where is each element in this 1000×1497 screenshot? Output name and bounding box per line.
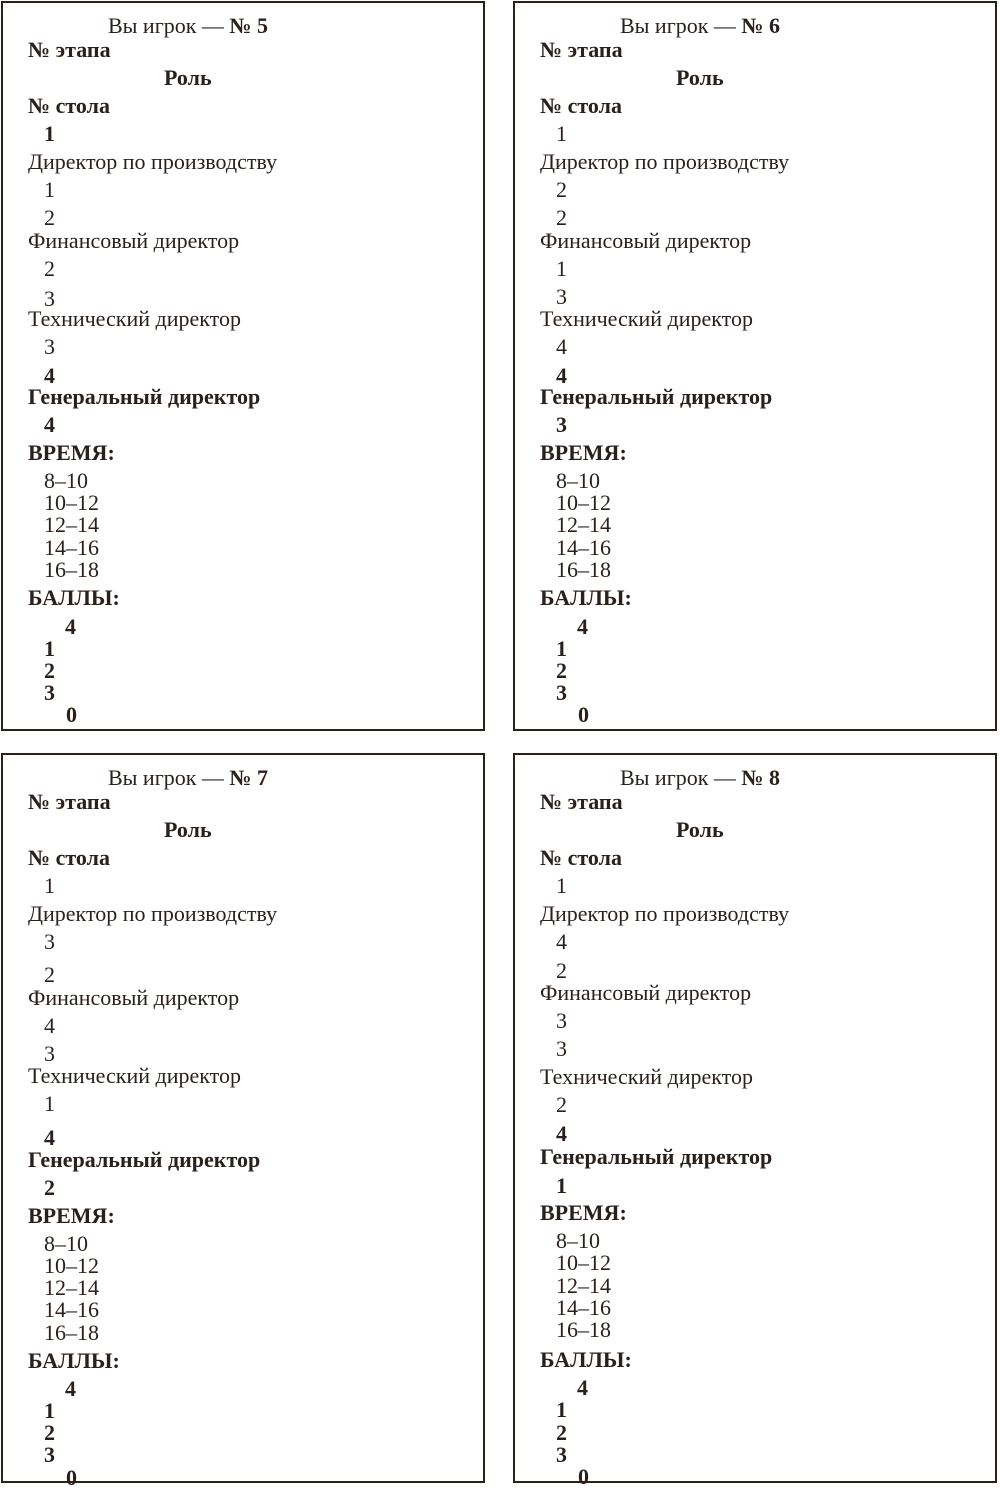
points-label: БАЛЛЫ: <box>28 585 120 610</box>
time-slot: 10–12 <box>44 490 99 515</box>
stage-number-4: 4 <box>44 1125 55 1150</box>
stage-label: № этапа <box>540 37 623 62</box>
time-slot: 10–12 <box>44 1253 99 1278</box>
points-value: 3 <box>44 1442 55 1467</box>
production-director-table: 2 <box>556 177 567 202</box>
time-slot: 12–14 <box>44 512 99 537</box>
time-slot: 16–18 <box>44 557 99 582</box>
general-director-table: 4 <box>44 412 55 437</box>
financial-director-table: 4 <box>44 1013 55 1038</box>
general-director-label: Генеральный директор <box>540 1144 773 1169</box>
points-value: 4 <box>577 614 588 639</box>
stage-label: № этапа <box>28 789 111 814</box>
points-value: 0 <box>66 702 77 727</box>
points-label: БАЛЛЫ: <box>540 585 632 610</box>
table-label: № стола <box>540 845 622 870</box>
time-slot: 12–14 <box>556 512 611 537</box>
technical-director-table: 2 <box>556 1092 567 1117</box>
points-value: 2 <box>556 1420 567 1445</box>
stage-number-2: 2 <box>556 205 567 230</box>
card-title <box>3 14 373 38</box>
points-value: 0 <box>578 1464 589 1489</box>
points-value: 2 <box>556 658 567 683</box>
title-prefix: Вы игрок — <box>107 765 230 790</box>
production-director-label: Директор по производству <box>28 149 278 174</box>
time-label: ВРЕМЯ: <box>28 440 115 465</box>
technical-director-label: Технический директор <box>540 306 753 331</box>
stage-number-1: 1 <box>556 873 567 898</box>
financial-director-label: Финансовый директор <box>540 228 752 253</box>
card-title <box>3 766 373 790</box>
points-value: 4 <box>65 614 76 639</box>
points-value: 2 <box>44 658 55 683</box>
player-card <box>513 753 997 1489</box>
technical-director-label: Технический директор <box>28 306 241 331</box>
points-value: 3 <box>556 680 567 705</box>
stage-number-4: 4 <box>556 363 567 388</box>
time-slot: 16–18 <box>556 1317 611 1342</box>
points-label: БАЛЛЫ: <box>540 1347 632 1372</box>
financial-director-table: 2 <box>44 256 55 281</box>
time-slot: 16–18 <box>556 557 611 582</box>
role-label: Роль <box>164 817 212 842</box>
stage-number-3: 3 <box>44 286 55 311</box>
production-director-table: 4 <box>556 929 567 954</box>
role-label: Роль <box>676 817 724 842</box>
player-number: № 7 <box>229 765 269 790</box>
time-label: ВРЕМЯ: <box>28 1203 115 1228</box>
general-director-table: 1 <box>556 1173 567 1198</box>
financial-director-table: 1 <box>556 256 567 281</box>
general-director-label: Генеральный директор <box>28 384 261 409</box>
points-value: 3 <box>556 1442 567 1467</box>
time-slot: 14–16 <box>556 535 611 560</box>
stage-number-2: 2 <box>44 205 55 230</box>
time-slot: 12–14 <box>556 1273 611 1298</box>
table-label: № стола <box>540 93 622 118</box>
player-number: № 8 <box>741 765 781 790</box>
title-prefix: Вы игрок — <box>619 765 742 790</box>
time-slot: 12–14 <box>44 1275 99 1300</box>
general-director-table: 2 <box>44 1175 55 1200</box>
general-director-label: Генеральный директор <box>28 1147 261 1172</box>
technical-director-table: 3 <box>44 334 55 359</box>
time-slot: 8–10 <box>556 468 600 493</box>
table-label: № стола <box>28 93 110 118</box>
time-slot: 14–16 <box>556 1295 611 1320</box>
time-slot: 8–10 <box>556 1228 600 1253</box>
card-title <box>515 14 885 38</box>
points-value: 1 <box>556 1397 567 1422</box>
technical-director-label: Технический директор <box>28 1063 241 1088</box>
stage-number-4: 4 <box>44 363 55 388</box>
time-slot: 10–12 <box>556 1250 611 1275</box>
production-director-table: 3 <box>44 929 55 954</box>
player-number: № 5 <box>229 13 269 38</box>
time-slot: 8–10 <box>44 1231 88 1256</box>
points-value: 2 <box>44 1420 55 1445</box>
points-value: 0 <box>578 702 589 727</box>
time-slot: 16–18 <box>44 1320 99 1345</box>
time-label: ВРЕМЯ: <box>540 1200 627 1225</box>
points-value: 0 <box>66 1465 77 1490</box>
points-value: 4 <box>65 1376 76 1401</box>
financial-director-label: Финансовый директор <box>28 985 240 1010</box>
stage-number-3: 3 <box>556 284 567 309</box>
stage-label: № этапа <box>28 37 111 62</box>
player-number: № 6 <box>741 13 781 38</box>
stage-number-4: 4 <box>556 1121 567 1146</box>
stage-number-2: 2 <box>556 958 567 983</box>
time-slot: 14–16 <box>44 1297 99 1322</box>
points-value: 3 <box>44 680 55 705</box>
stage-number-1: 1 <box>556 121 567 146</box>
financial-director-label: Финансовый директор <box>28 228 240 253</box>
production-director-table: 1 <box>44 177 55 202</box>
stage-number-1: 1 <box>44 121 55 146</box>
stage-number-1: 1 <box>44 873 55 898</box>
production-director-label: Директор по производству <box>540 149 790 174</box>
points-value: 1 <box>44 1398 55 1423</box>
general-director-label: Генеральный директор <box>540 384 773 409</box>
player-card <box>1 753 485 1490</box>
technical-director-table: 1 <box>44 1091 55 1116</box>
stage-number-3: 3 <box>556 1036 567 1061</box>
time-slot: 14–16 <box>44 535 99 560</box>
player-card <box>513 1 997 731</box>
player-card <box>1 1 485 731</box>
role-label: Роль <box>164 65 212 90</box>
time-slot: 8–10 <box>44 468 88 493</box>
stage-number-2: 2 <box>44 962 55 987</box>
title-prefix: Вы игрок — <box>619 13 742 38</box>
production-director-label: Директор по производству <box>540 901 790 926</box>
points-value: 4 <box>577 1375 588 1400</box>
title-prefix: Вы игрок — <box>107 13 230 38</box>
time-slot: 10–12 <box>556 490 611 515</box>
points-value: 1 <box>44 636 55 661</box>
technical-director-label: Технический директор <box>540 1064 753 1089</box>
technical-director-table: 4 <box>556 334 567 359</box>
stage-number-3: 3 <box>44 1041 55 1066</box>
table-label: № стола <box>28 845 110 870</box>
production-director-label: Директор по производству <box>28 901 278 926</box>
stage-label: № этапа <box>540 789 623 814</box>
points-value: 1 <box>556 636 567 661</box>
time-label: ВРЕМЯ: <box>540 440 627 465</box>
points-label: БАЛЛЫ: <box>28 1348 120 1373</box>
general-director-table: 3 <box>556 412 567 437</box>
financial-director-label: Финансовый директор <box>540 980 752 1005</box>
financial-director-table: 3 <box>556 1008 567 1033</box>
card-title <box>515 766 885 790</box>
role-label: Роль <box>676 65 724 90</box>
